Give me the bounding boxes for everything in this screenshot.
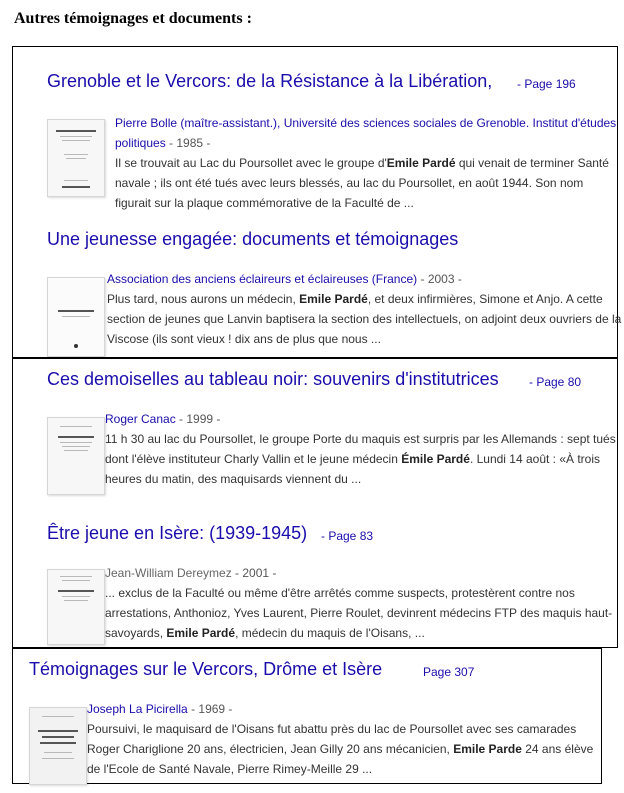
result-page-link[interactable]: Page 307 bbox=[423, 665, 475, 679]
result-snippet: 11 h 30 au lac du Poursollet, le groupe Porte du maquis est surpris par les Allemands : sept tués dont l'élève instituteur Charly Vallin et le jeune médecin Émile Pardé. Lundi 14 août : «À trois heures du matin, des maquisards viennent du ... bbox=[105, 432, 616, 486]
result-title-link[interactable]: Une jeunesse engagée: documents et témoignages bbox=[47, 229, 459, 249]
result-page-link[interactable]: - Page 196 bbox=[517, 77, 576, 91]
highlight-name: Emile Parde bbox=[453, 742, 522, 756]
page-heading: Autres témoignages et documents : bbox=[14, 10, 252, 27]
results-panel-1 bbox=[12, 46, 622, 358]
book-cover-thumbnail[interactable] bbox=[47, 277, 105, 357]
result-title-link[interactable]: Grenoble et le Vercors: de la Résistance à la Libération, bbox=[47, 71, 493, 91]
author-link[interactable]: Association des anciens éclaireurs et éclaireuses (France) bbox=[107, 272, 418, 286]
book-cover-thumbnail[interactable] bbox=[29, 707, 87, 785]
highlight-name: Emile Pardé bbox=[386, 156, 456, 170]
publication-year: - 1969 - bbox=[187, 702, 233, 716]
results-panel-3 bbox=[12, 648, 602, 784]
publication-year: - 1985 - bbox=[165, 136, 211, 150]
result-page-link[interactable]: - Page 83 bbox=[321, 529, 374, 543]
publication-year: - 2003 - bbox=[417, 272, 462, 286]
result-snippet: Poursuivi, le maquisard de l'Oisans fut abattu près du lac de Poursollet avec ses camarades Roger Chariglione 20 ans, électricien, Jean Gilly 20 ans mécanicien, Emile Parde 24 ans élève de l'Ecole de Santé Navale, Pierre Rimey-Meille 29 ... bbox=[87, 722, 594, 776]
result-meta bbox=[87, 699, 232, 719]
result-meta bbox=[107, 269, 462, 289]
author-name: Jean-William Dereymez bbox=[105, 566, 232, 580]
book-cover-thumbnail[interactable] bbox=[47, 417, 105, 495]
result-snippet: ... exclus de la Faculté ou même d'être arrêtés comme suspects, protestèrent contre nos arrestations, Anthonioz, Yves Laurent, Pierre Roulet, devinrent médecins FTP des maquis haut- savoyards, Emile Pardé, médecin du maquis de l'Oisans, ... bbox=[105, 586, 613, 640]
result-meta bbox=[115, 113, 616, 153]
author-link[interactable]: Pierre Bolle (maître-assistant.), Université des sciences sociales de Grenoble. Institut d'études bbox=[115, 116, 617, 130]
book-cover-thumbnail[interactable] bbox=[47, 119, 105, 197]
publication-year: - 2001 - bbox=[231, 566, 277, 580]
result-snippet: Il se trouvait au Lac du Poursollet avec le groupe d'Emile Pardé qui venait de terminer Santé navale ; ils ont été tués avec leurs blessés, au lac du Poursollet, en août 1944. Son nom figurait sur la plaque commémorative de la Faculté de ... bbox=[115, 156, 609, 210]
author-link[interactable]: Joseph La Picirella bbox=[87, 702, 188, 716]
result-page-link[interactable]: - Page 80 bbox=[529, 375, 582, 389]
highlight-name: Émile Pardé bbox=[401, 452, 470, 466]
highlight-name: Emile Pardé bbox=[166, 626, 236, 640]
result-meta bbox=[105, 563, 276, 583]
author-link[interactable]: Roger Canac bbox=[105, 412, 176, 426]
result-snippet: Plus tard, nous aurons un médecin, Emile Pardé, et deux infirmières, Simone et Anjo. A cette section de jeunes que Lanvin baptisera la section des intellectuels, on adjoint deux ouvriers de la Viscose (ils sont vieux ! dix ans de plus que nous ... bbox=[107, 292, 622, 346]
results-panel-2 bbox=[12, 358, 618, 648]
highlight-name: Emile Pardé bbox=[299, 292, 368, 306]
author-link[interactable]: politiques bbox=[115, 136, 166, 150]
publication-year: - 1999 - bbox=[175, 412, 221, 426]
result-meta bbox=[105, 409, 220, 429]
book-cover-thumbnail[interactable] bbox=[47, 569, 105, 645]
result-title-link[interactable]: Ces demoiselles au tableau noir: souvenirs d'institutrices bbox=[47, 369, 499, 389]
result-title-link[interactable]: Être jeune en Isère: (1939-1945) bbox=[47, 523, 308, 543]
result-title-link[interactable]: Témoignages sur le Vercors, Drôme et Isère bbox=[29, 659, 383, 679]
